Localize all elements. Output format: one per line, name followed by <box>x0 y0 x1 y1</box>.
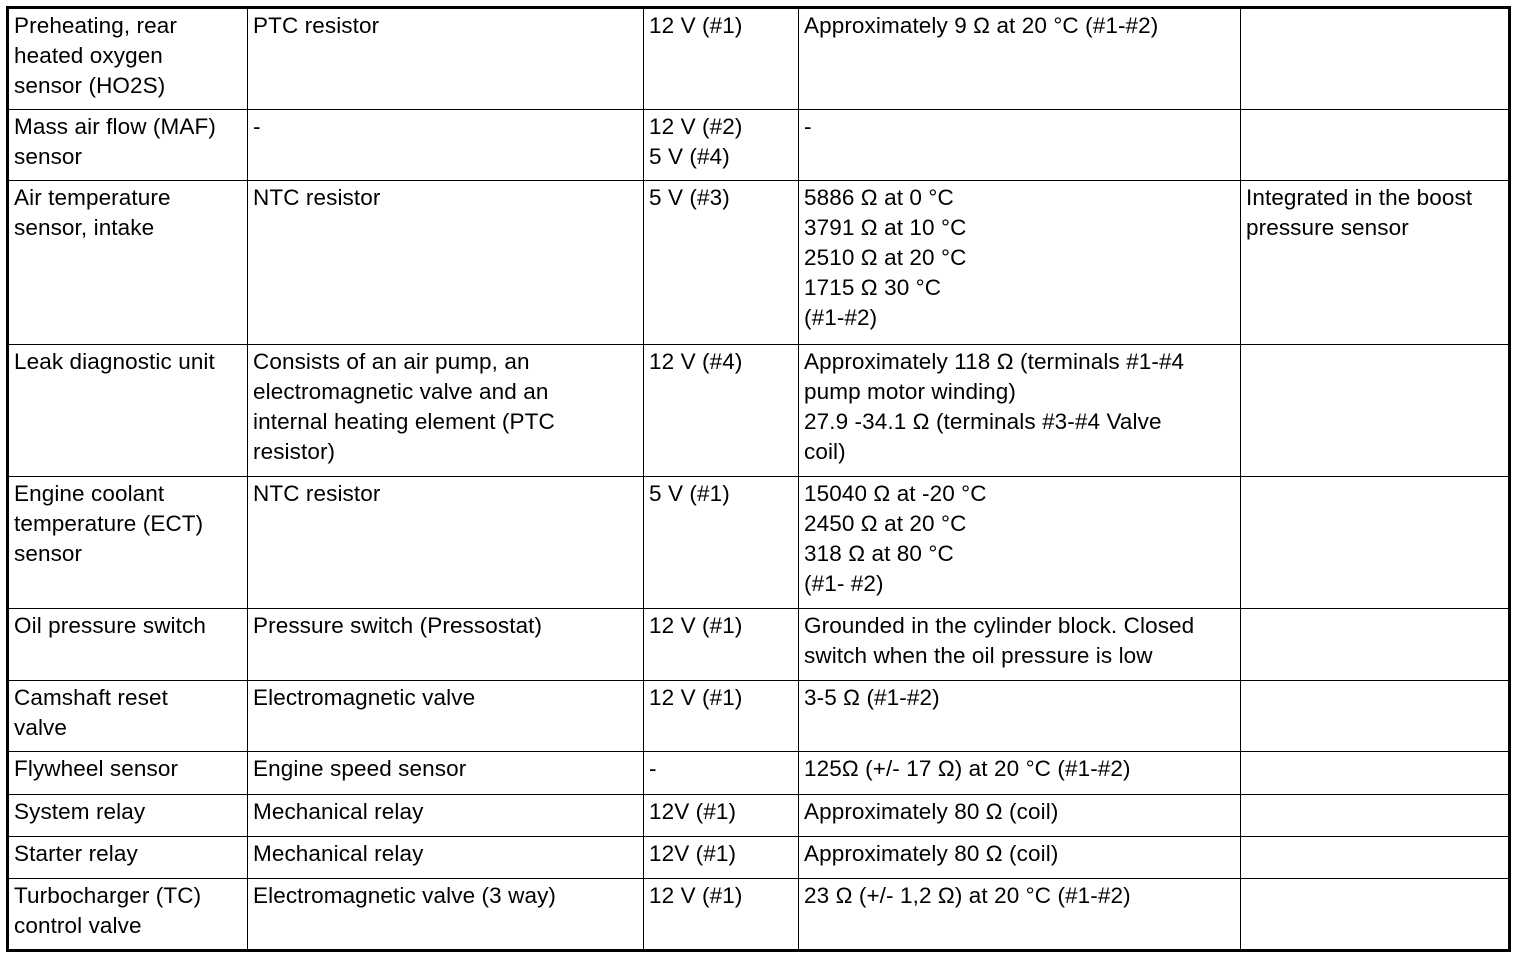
value-text-line: Approximately 9 Ω at 20 °C (#1-#2) <box>804 13 1159 38</box>
resistance-value-cell <box>799 794 1241 836</box>
type-text-line: resistor) <box>253 438 336 464</box>
value-text-line: - <box>804 113 812 139</box>
component-cell <box>8 836 248 878</box>
supply-voltage-cell <box>644 8 799 110</box>
spec-table-body <box>8 8 1510 951</box>
resistance-value-cell <box>799 879 1241 951</box>
note-cell <box>1241 752 1510 794</box>
note-cell <box>1241 794 1510 836</box>
table-row <box>8 181 1510 344</box>
component-cell <box>8 879 248 951</box>
component-text-line: Preheating, rear <box>14 13 177 38</box>
type-text-line: Mechanical relay <box>253 840 424 866</box>
component-text-line: valve <box>14 714 68 740</box>
type-cell <box>248 109 644 181</box>
component-cell <box>8 8 248 110</box>
type-text-line: NTC resistor <box>253 480 381 506</box>
component-text-line: Air temperature <box>14 185 171 211</box>
component-spec-table <box>6 6 1511 952</box>
supply-voltage-cell <box>644 836 799 878</box>
component-cell <box>8 794 248 836</box>
type-text-line: - <box>253 113 261 139</box>
value-text-line: coil) <box>804 438 846 464</box>
resistance-value-cell <box>799 609 1241 681</box>
note-cell <box>1241 836 1510 878</box>
component-cell <box>8 680 248 752</box>
supply-voltage-cell <box>644 794 799 836</box>
table-row <box>8 680 1510 752</box>
supply-text-line: 12 V (#1) <box>649 883 743 909</box>
note-text-line: Integrated in the boost <box>1246 185 1473 211</box>
type-text-line: Electromagnetic valve (3 way) <box>253 883 557 909</box>
value-text-line: 125Ω (+/- 17 Ω) at 20 °C (#1-#2) <box>804 756 1131 782</box>
type-text-line: internal heating element (PTC <box>253 408 555 434</box>
resistance-value-cell <box>799 752 1241 794</box>
note-cell <box>1241 344 1510 476</box>
value-text-line: pump motor winding) <box>804 378 1016 404</box>
component-text-line: Mass air flow (MAF) <box>14 113 216 139</box>
supply-text-line: 5 V (#3) <box>649 185 730 211</box>
resistance-value-cell <box>799 836 1241 878</box>
component-text-line: Camshaft reset <box>14 684 168 710</box>
component-cell <box>8 609 248 681</box>
supply-text-line: 12V (#1) <box>649 840 737 866</box>
component-text-line: Engine coolant <box>14 480 165 506</box>
component-cell <box>8 181 248 344</box>
component-text-line: Leak diagnostic unit <box>14 348 215 374</box>
component-text-line: sensor <box>14 143 83 169</box>
type-cell <box>248 344 644 476</box>
resistance-value-cell <box>799 344 1241 476</box>
supply-text-line: - <box>649 756 657 782</box>
component-cell <box>8 752 248 794</box>
component-text-line: sensor <box>14 540 83 566</box>
type-text-line: NTC resistor <box>253 185 381 211</box>
value-text-line: 15040 Ω at -20 °C <box>804 480 987 506</box>
value-text-line: Grounded in the cylinder block. Closed <box>804 613 1195 639</box>
supply-text-line: 12 V (#4) <box>649 348 743 374</box>
resistance-value-cell <box>799 8 1241 110</box>
note-text-line: pressure sensor <box>1246 215 1409 241</box>
type-text-line: Consists of an air pump, an <box>253 348 530 374</box>
value-text-line: switch when the oil pressure is low <box>804 643 1153 669</box>
type-cell <box>248 8 644 110</box>
component-text-line: System relay <box>14 798 146 824</box>
resistance-value-cell <box>799 181 1241 344</box>
note-cell <box>1241 680 1510 752</box>
table-row <box>8 836 1510 878</box>
type-text-line: electromagnetic valve and an <box>253 378 549 404</box>
supply-voltage-cell <box>644 752 799 794</box>
value-text-line: 1715 Ω 30 °C <box>804 275 942 301</box>
value-text-line: Approximately 118 Ω (terminals #1-#4 <box>804 348 1185 374</box>
value-text-line: Approximately 80 Ω (coil) <box>804 798 1059 824</box>
table-row <box>8 752 1510 794</box>
table-row <box>8 476 1510 608</box>
table-row <box>8 609 1510 681</box>
component-cell <box>8 344 248 476</box>
type-text-line: PTC resistor <box>253 13 380 38</box>
resistance-value-cell <box>799 109 1241 181</box>
type-text-line: Pressure switch (Pressostat) <box>253 613 543 639</box>
value-text-line: 3791 Ω at 10 °C <box>804 215 967 241</box>
component-text-line: heated oxygen <box>14 43 163 68</box>
supply-voltage-cell <box>644 879 799 951</box>
component-text-line: sensor (HO2S) <box>14 73 166 98</box>
type-text-line: Mechanical relay <box>253 798 424 824</box>
value-text-line: 2510 Ω at 20 °C <box>804 245 967 271</box>
table-row <box>8 109 1510 181</box>
note-cell <box>1241 181 1510 344</box>
supply-voltage-cell <box>644 680 799 752</box>
note-cell <box>1241 476 1510 608</box>
value-text-line: 27.9 -34.1 Ω (terminals #3-#4 Valve <box>804 408 1162 434</box>
table-row <box>8 8 1510 110</box>
supply-voltage-cell <box>644 344 799 476</box>
supply-text-line: 12 V (#1) <box>649 613 743 639</box>
component-text-line: Oil pressure switch <box>14 613 206 639</box>
component-cell <box>8 109 248 181</box>
value-text-line: 318 Ω at 80 °C <box>804 540 954 566</box>
value-text-line: 3-5 Ω (#1-#2) <box>804 684 940 710</box>
type-cell <box>248 609 644 681</box>
type-cell <box>248 794 644 836</box>
supply-voltage-cell <box>644 476 799 608</box>
component-text-line: Turbocharger (TC) <box>14 883 202 909</box>
supply-text-line: 12 V (#1) <box>649 684 743 710</box>
type-text-line: Electromagnetic valve <box>253 684 476 710</box>
supply-text-line: 12V (#1) <box>649 798 737 824</box>
supply-text-line: 12 V (#2) <box>649 113 743 139</box>
supply-text-line: 5 V (#4) <box>649 143 730 169</box>
type-cell <box>248 879 644 951</box>
value-text-line: (#1-#2) <box>804 305 878 331</box>
table-row <box>8 344 1510 476</box>
value-text-line: 23 Ω (+/- 1,2 Ω) at 20 °C (#1-#2) <box>804 883 1131 909</box>
note-cell <box>1241 8 1510 110</box>
component-cell <box>8 476 248 608</box>
type-cell <box>248 680 644 752</box>
type-cell <box>248 476 644 608</box>
note-cell <box>1241 879 1510 951</box>
supply-text-line: 12 V (#1) <box>649 13 743 38</box>
supply-text-line: 5 V (#1) <box>649 480 730 506</box>
value-text-line: 2450 Ω at 20 °C <box>804 510 967 536</box>
component-text-line: Starter relay <box>14 840 138 866</box>
component-text-line: temperature (ECT) <box>14 510 204 536</box>
resistance-value-cell <box>799 680 1241 752</box>
value-text-line: (#1- #2) <box>804 570 884 596</box>
component-text-line: control valve <box>14 913 142 939</box>
component-text-line: sensor, intake <box>14 215 155 241</box>
value-text-line: Approximately 80 Ω (coil) <box>804 840 1059 866</box>
supply-voltage-cell <box>644 181 799 344</box>
supply-voltage-cell <box>644 609 799 681</box>
table-row <box>8 879 1510 951</box>
supply-voltage-cell <box>644 109 799 181</box>
type-text-line: Engine speed sensor <box>253 756 467 782</box>
type-cell <box>248 181 644 344</box>
value-text-line: 5886 Ω at 0 °C <box>804 185 954 211</box>
type-cell <box>248 752 644 794</box>
resistance-value-cell <box>799 476 1241 608</box>
note-cell <box>1241 609 1510 681</box>
table-row <box>8 794 1510 836</box>
component-text-line: Flywheel sensor <box>14 756 179 782</box>
type-cell <box>248 836 644 878</box>
note-cell <box>1241 109 1510 181</box>
